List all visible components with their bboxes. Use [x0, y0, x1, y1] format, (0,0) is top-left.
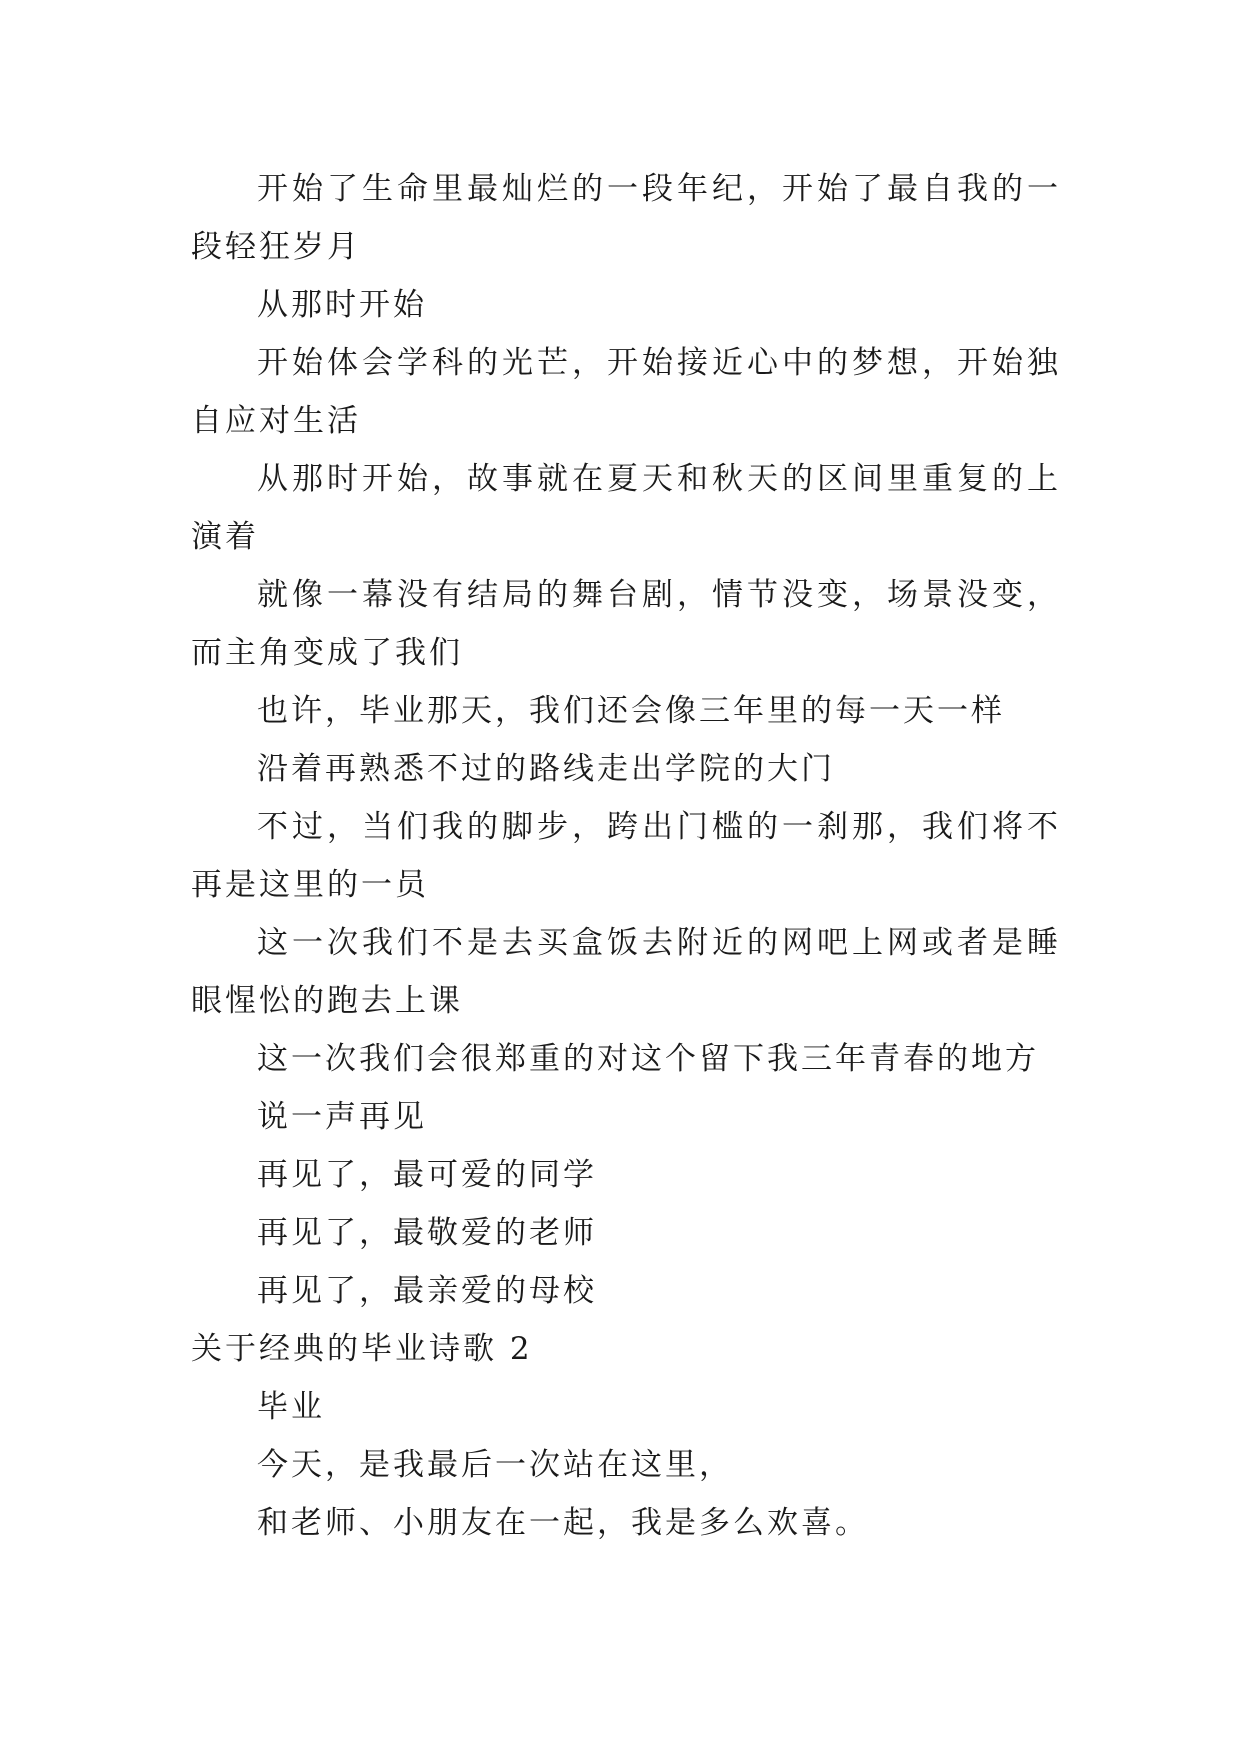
paragraph: 开始体会学科的光芒，开始接近心中的梦想，开始独自应对生活 [191, 345, 1061, 439]
paragraph: 和老师、小朋友在一起，我是多么欢喜。 [257, 1505, 869, 1541]
paragraph: 沿着再熟悉不过的路线走出学院的大门 [257, 751, 835, 787]
paragraph: 就像一幕没有结局的舞台剧，情节没变，场景没变，而主角变成了我们 [191, 577, 1061, 671]
section-heading: 关于经典的毕业诗歌 2 [191, 1331, 533, 1367]
paragraph: 不过，当们我的脚步，跨出门槛的一刹那，我们将不再是这里的一员 [191, 809, 1061, 903]
paragraph: 这一次我们不是去买盒饭去附近的网吧上网或者是睡眼惺忪的跑去上课 [191, 925, 1061, 1019]
paragraph: 从那时开始 [257, 287, 427, 323]
paragraph: 再见了，最可爱的同学 [257, 1157, 597, 1193]
paragraph: 说一声再见 [257, 1099, 427, 1135]
document-body [191, 160, 1061, 1552]
paragraph: 再见了，最亲爱的母校 [257, 1273, 597, 1309]
paragraph: 今天，是我最后一次站在这里， [257, 1447, 733, 1483]
paragraph: 这一次我们会很郑重的对这个留下我三年青春的地方 [257, 1041, 1039, 1077]
paragraph: 从那时开始，故事就在夏天和秋天的区间里重复的上演着 [191, 461, 1061, 555]
paragraph: 毕业 [257, 1389, 325, 1425]
paragraph: 也许，毕业那天，我们还会像三年里的每一天一样 [257, 693, 1005, 729]
paragraph: 开始了生命里最灿烂的一段年纪，开始了最自我的一段轻狂岁月 [191, 171, 1061, 265]
paragraph: 再见了，最敬爱的老师 [257, 1215, 597, 1251]
